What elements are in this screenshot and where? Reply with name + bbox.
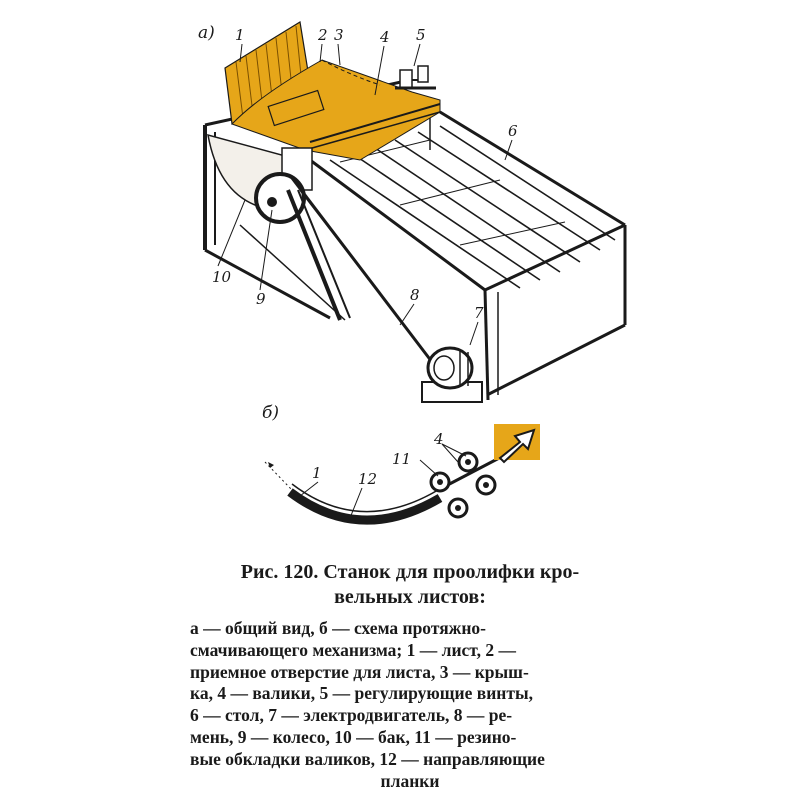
- svg-text:4: 4: [380, 28, 390, 46]
- caption-line: мень, 9 — колесо, 10 — бак, 11 — резино-: [190, 726, 517, 747]
- electric-motor: [422, 348, 482, 402]
- panel-b-label: б): [262, 403, 280, 423]
- caption-line: а — общий вид, б — схема протяжно-: [190, 618, 487, 638]
- caption-line: ка, 4 — валики, 5 — регулирующие винты,: [190, 683, 534, 704]
- svg-text:11: 11: [392, 450, 412, 468]
- caption-line: смачивающего механизма; 1 — лист, 2 —: [190, 639, 516, 660]
- caption-title-line: вельных листов:: [334, 586, 486, 608]
- svg-text:7: 7: [474, 304, 484, 322]
- svg-text:2: 2: [318, 26, 328, 44]
- sheet-and-lid: [225, 22, 440, 160]
- svg-text:1: 1: [235, 26, 245, 44]
- svg-text:5: 5: [416, 26, 426, 44]
- caption-title-line: Рис. 120. Станок для проолифки кро-: [240, 561, 580, 583]
- svg-text:3: 3: [334, 26, 344, 44]
- svg-text:4: 4: [434, 430, 444, 448]
- mechanism-schematic: [265, 424, 540, 520]
- svg-text:9: 9: [256, 290, 266, 308]
- caption-line: 6 — стол, 7 — электродвигатель, 8 — ре-: [190, 705, 513, 726]
- svg-text:8: 8: [410, 286, 420, 304]
- svg-text:1: 1: [312, 464, 322, 482]
- svg-text:12: 12: [358, 470, 378, 488]
- caption-title: [190, 560, 630, 610]
- caption-line: вые обкладки валиков, 12 — направляющие: [190, 748, 545, 769]
- svg-text:10: 10: [212, 268, 232, 286]
- caption-line: приемное отверстие для листа, 3 — крыш-: [190, 661, 529, 682]
- figure-caption: [190, 560, 630, 792]
- svg-text:6: 6: [508, 122, 518, 140]
- panel-a-label: а): [198, 23, 215, 43]
- regulating-screws: [395, 66, 436, 88]
- caption-legend: [190, 618, 630, 792]
- caption-line: планки: [380, 770, 440, 791]
